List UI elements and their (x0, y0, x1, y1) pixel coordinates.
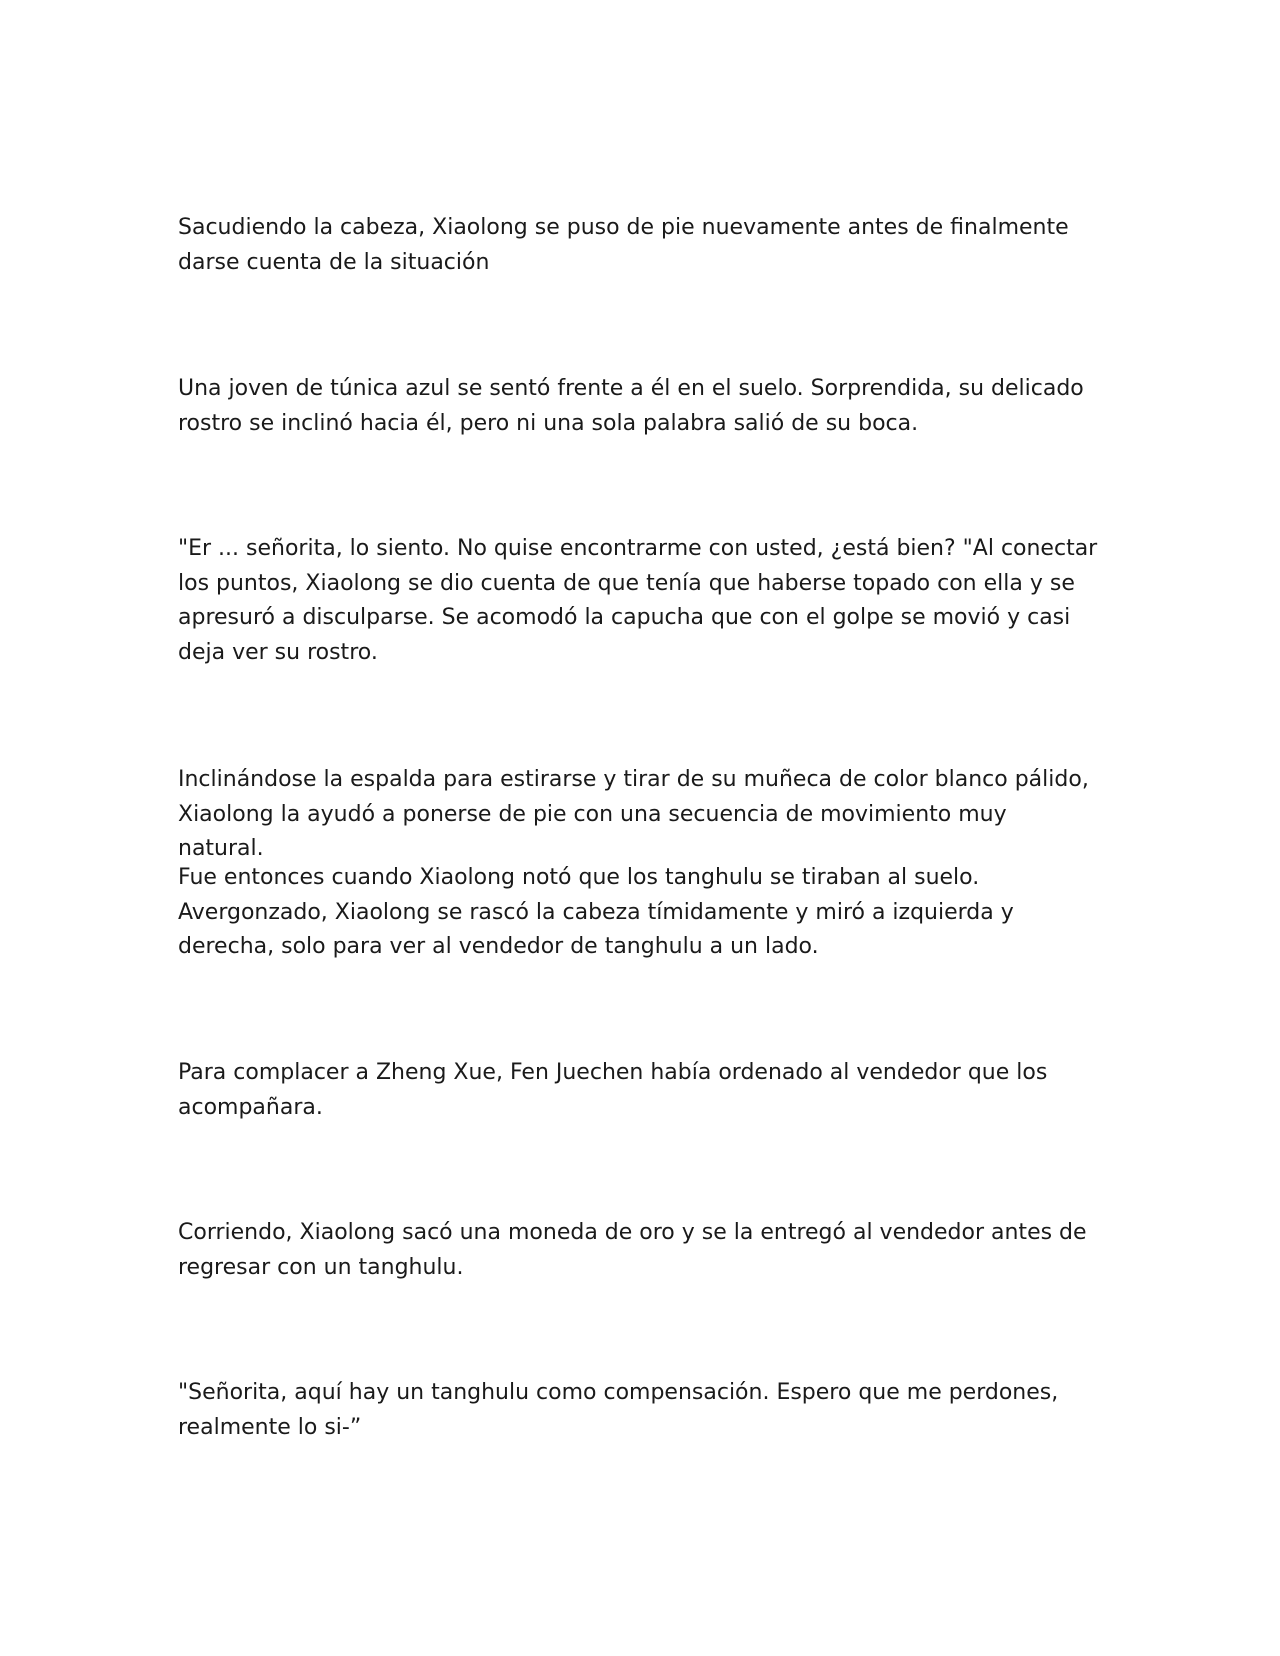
paragraph: Sacudiendo la cabeza, Xiaolong se puso de pie nuevamente antes de finalmente darse cuenta de la situación (178, 215, 1069, 275)
paragraph: Para complacer a Zheng Xue, Fen Juechen había ordenado al vendedor que los acompañara. (178, 1060, 1048, 1120)
paragraph: Corriendo, Xiaolong sacó una moneda de oro y se la entregó al vendedor antes de regresar con un tanghulu. (178, 1220, 1087, 1280)
paragraph: Fue entonces cuando Xiaolong notó que los tanghulu se tiraban al suelo. Avergonzado, Xiaolong se rascó la cabeza tímidamente y miró a izquierda y derecha, solo para ver al vendedor de tanghulu a un lado. (178, 865, 1014, 959)
paragraph: "Señorita, aquí hay un tanghulu como compensación. Espero que me perdones, realmente lo si-” (178, 1380, 1059, 1440)
paragraph: Inclinándose la espalda para estirarse y tirar de su muñeca de color blanco pálido, Xiaolong la ayudó a ponerse de pie con una secuencia de movimiento muy natural. (178, 767, 1089, 861)
paragraph: Una joven de túnica azul se sentó frente a él en el suelo. Sorprendida, su delicado rostro se inclinó hacia él, pero ni una sola palabra salió de su boca. (178, 376, 1084, 436)
paragraph: "Er ... señorita, lo siento. No quise encontrarme con usted, ¿está bien? "Al conectar los puntos, Xiaolong se dio cuenta de que tenía que haberse topado con ella y se apresuró a disculparse. Se acomodó la capucha que con el golpe se movió y casi deja ver su rostro. (178, 536, 1098, 665)
